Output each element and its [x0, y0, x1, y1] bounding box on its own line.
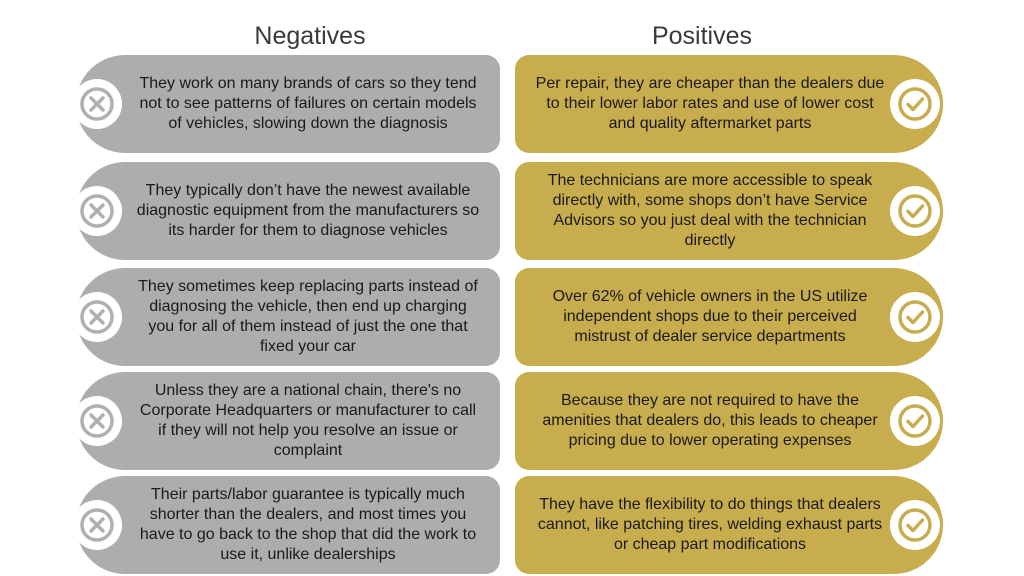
positive-text: Because they are not required to have the amenities that dealers do, this leads to cheaper pricing due to lower operating expenses [542, 392, 878, 449]
comparison-row [0, 55, 1024, 153]
check-circle-icon [890, 500, 940, 550]
negative-card [76, 162, 500, 260]
comparison-row [0, 162, 1024, 260]
check-circle-icon [890, 396, 940, 446]
x-circle-icon [72, 396, 122, 446]
positive-text: They have the flexibility to do things that dealers cannot, like patching tires, welding exhaust parts or cheap part modifications [537, 496, 883, 553]
positive-text: Over 62% of vehicle owners in the US utilize independent shops due to their perceived mistrust of dealer service departments [552, 288, 868, 345]
check-circle-icon [890, 292, 940, 342]
negative-text: They sometimes keep replacing parts instead of diagnosing the vehicle, then end up charging you for all of them instead of just the one that fixed your car [138, 278, 478, 355]
positives-heading: Positives [651, 22, 753, 50]
positive-card [515, 55, 943, 153]
positive-text: The technicians are more accessible to speak directly with, some shops don’t have Service Advisors so you just deal with the technician directly [547, 172, 873, 249]
negative-text: Unless they are a national chain, there's no Corporate Headquarters or manufacturer to call if they will not help you resolve an issue or complaint [139, 382, 477, 459]
positive-text: Per repair, they are cheaper than the dealers due to their lower labor rates and use of lower cost and quality aftermarket parts [535, 75, 885, 132]
positive-card [515, 268, 943, 366]
negative-text: They typically don’t have the newest available diagnostic equipment from the manufacturers so its harder for them to diagnose vehicles [136, 182, 480, 239]
positive-card [515, 476, 943, 574]
negative-text: Their parts/labor guarantee is typically much shorter than the dealers, and most times you have to go back to the shop that did the work to use it, unlike dealerships [139, 486, 477, 563]
negative-card [76, 372, 500, 470]
positive-card [515, 372, 943, 470]
comparison-row [0, 476, 1024, 574]
negatives-heading: Negatives [254, 22, 366, 50]
positive-card [515, 162, 943, 260]
negative-card [76, 55, 500, 153]
x-circle-icon [72, 292, 122, 342]
negative-text: They work on many brands of cars so they tend not to see patterns of failures on certain models of vehicles, slowing down the diagnosis [139, 75, 477, 132]
negative-card [76, 476, 500, 574]
comparison-row [0, 268, 1024, 366]
x-circle-icon [72, 186, 122, 236]
comparison-row [0, 372, 1024, 470]
x-circle-icon [72, 500, 122, 550]
check-circle-icon [890, 79, 940, 129]
negative-card [76, 268, 500, 366]
x-circle-icon [72, 79, 122, 129]
check-circle-icon [890, 186, 940, 236]
